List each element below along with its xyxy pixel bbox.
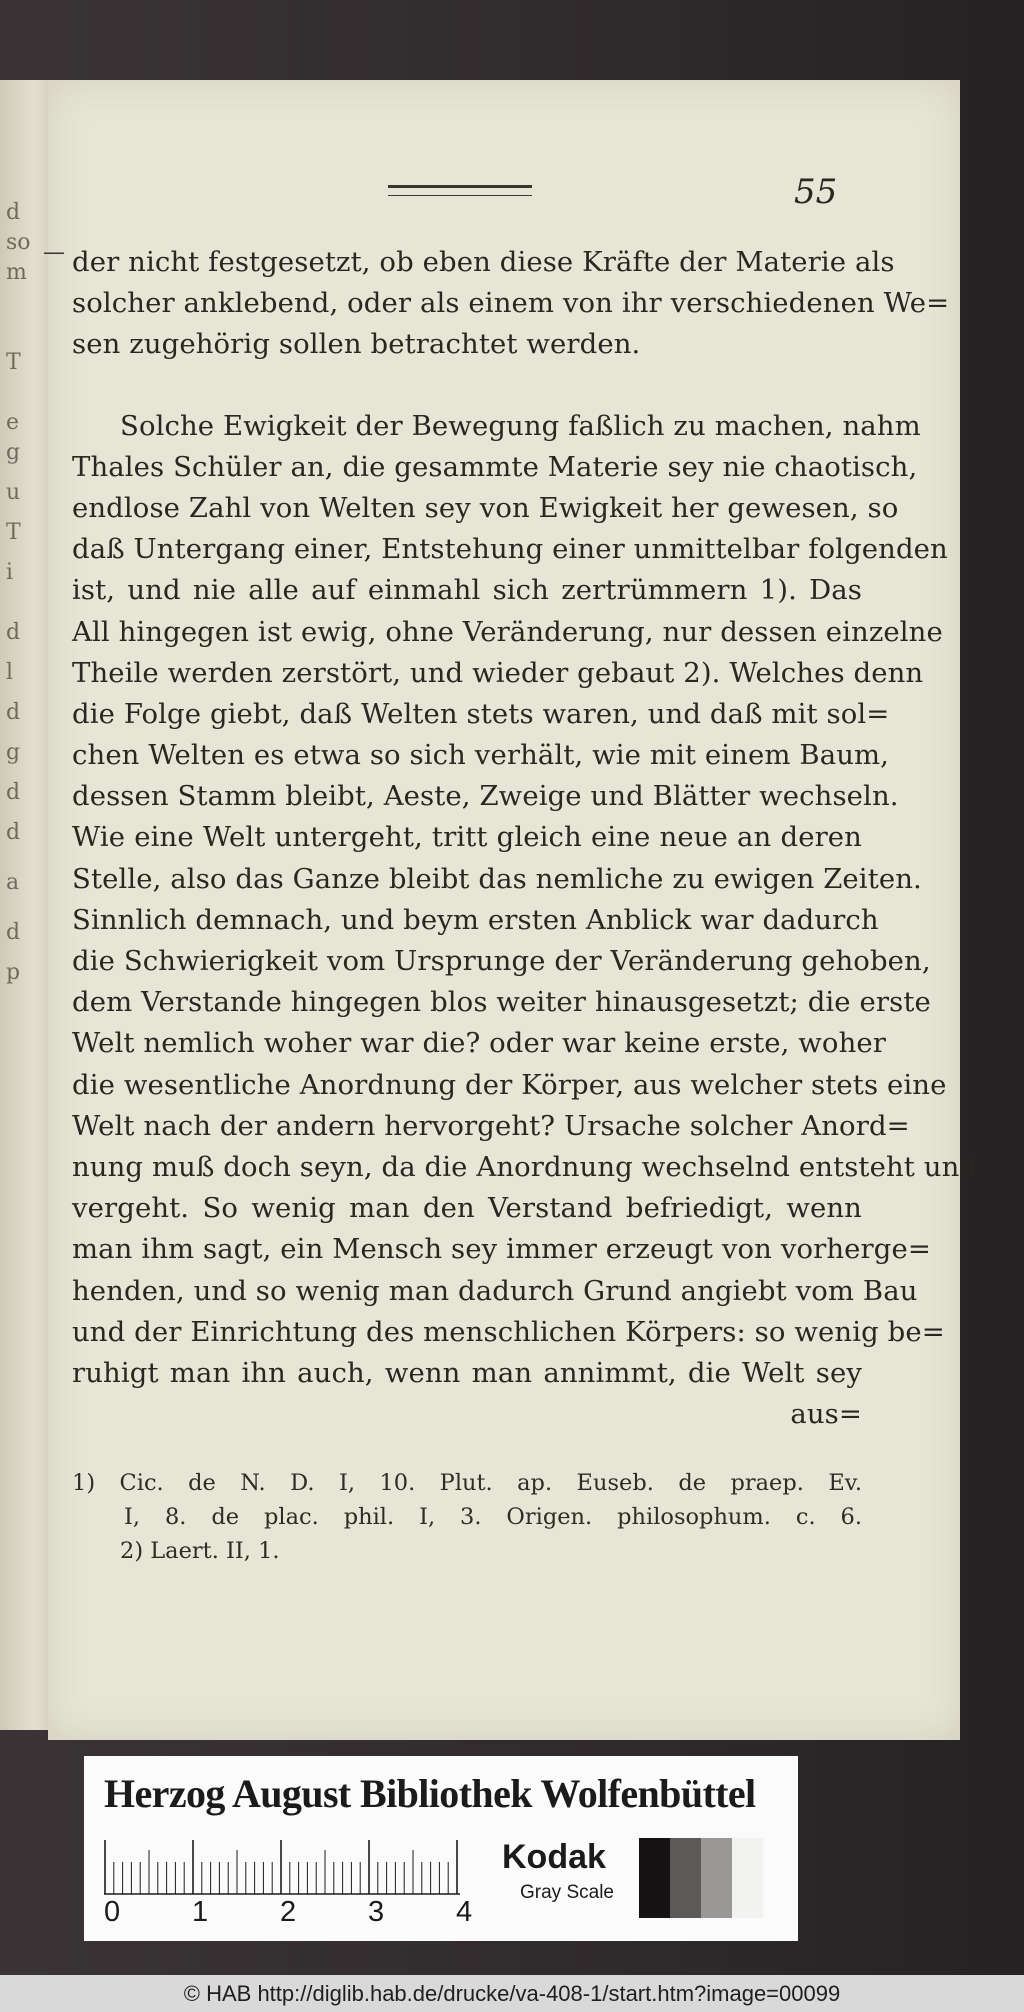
facing-page-edge [0,80,48,1730]
facing-page-fragment: d [6,700,21,725]
gray-patch [670,1838,701,1918]
facing-page-fragment: T [6,350,21,375]
facing-page-fragment: i [6,560,14,585]
facing-page-fragment: l [6,660,14,685]
text-line: dessen Stamm bleibt, Aeste, Zweige und Blätter wechseln. [72,780,899,813]
text-line: All hingegen ist ewig, ohne Veränderung, nur dessen einzelne [72,615,943,648]
text-line: ruhigt man ihn auch, wenn man annimmt, die Welt sey [72,1356,862,1389]
page-number: 55 [794,172,838,212]
facing-page-fragment: m [6,260,27,285]
text-line: die wesentliche Anordnung der Körper, aus welcher stets eine [72,1068,947,1101]
text-line: ist, und nie alle auf einmahl sich zertrümmern 1). Das [72,574,862,607]
gray-patch [732,1838,763,1918]
text-line: der nicht festgesetzt, ob eben diese Kräfte der Materie als [72,246,895,278]
facing-page-fragment: d [6,920,21,945]
facing-page-fragment: p [6,960,21,985]
text-line: die Folge giebt, daß Welten stets waren, und daß mit sol= [72,697,890,730]
text-line: und der Einrichtung des menschlichen Körpers: so wenig be= [72,1315,945,1348]
gray-patch [639,1838,670,1918]
header-ornament-rule [388,185,532,196]
facing-page-fragment: d [6,780,21,805]
facing-page-fragment: d [6,820,21,845]
facing-page-fragment: g [6,740,21,765]
copyright-link[interactable]: © HAB http://diglib.hab.de/drucke/va-408-1/start.htm?image=00099 [183,1981,841,2006]
text-line: chen Welten es etwa so sich verhält, wie mit einem Baum, [72,739,890,772]
library-name: Herzog August Bibliothek Wolfenbüttel [104,1771,756,1816]
facing-page-fragment: d [6,620,21,645]
ruler-number: 4 [456,1896,473,1928]
ruler-number: 1 [192,1896,209,1928]
footer-bar [0,1975,1024,2012]
color-reference-card [84,1756,798,1941]
gray-patch [701,1838,732,1918]
facing-page-fragment: d [6,200,21,225]
text-line: man ihm sagt, ein Mensch sey immer erzeugt von vorherge= [72,1233,932,1266]
facing-page-fragment: e [6,410,20,435]
kodak-logo: Kodak [502,1838,606,1876]
text-line: nung muß doch seyn, da die Anordnung wechselnd entsteht und [72,1150,978,1183]
facing-page-fragment: g [6,440,21,465]
ruler-number: 2 [280,1896,297,1928]
book-page [43,80,978,1740]
text-line: daß Untergang einer, Entstehung einer unmittelbar folgenden [72,533,948,566]
text-line: Welt nemlich woher war die? oder war keine erste, woher [72,1027,887,1060]
body-text [72,242,978,1435]
text-line: henden, und so wenig man dadurch Grund angiebt vom Bau [72,1274,918,1307]
catchword: aus= [790,1398,862,1431]
continuation-mark: — [43,240,65,265]
gray-scale-label: Gray Scale [520,1882,614,1903]
facing-page-fragment: T [6,520,21,545]
text-line: dem Verstande hingegen blos weiter hinausgesetzt; die erste [72,986,931,1019]
facing-page-fragment: a [6,870,20,895]
facing-page-fragment: u [6,480,21,505]
text-line: sen zugehörig sollen betrachtet werden. [72,328,641,361]
footnote-line: 1) Cic. de N. D. I, 10. Plut. ap. Euseb. de praep. Ev. [72,1470,862,1496]
text-line: die Schwierigkeit vom Ursprunge der Veränderung gehoben, [72,945,931,977]
text-line: Sinnlich demnach, und beym ersten Anblick war dadurch [72,903,879,936]
text-line: Stelle, also das Ganze bleibt das nemliche zu ewigen Zeiten. [72,862,922,895]
text-line: endlose Zahl von Welten sey von Ewigkeit her gewesen, so [72,491,899,524]
text-line: vergeht. So wenig man den Verstand befriedigt, wenn [72,1192,862,1225]
gray-patches [639,1838,763,1918]
ruler-number: 3 [368,1896,385,1928]
text-line: Wie eine Welt untergeht, tritt gleich eine neue an deren [72,821,862,854]
ruler-number: 0 [104,1896,121,1928]
text-line: Theile werden zerstört, und wieder gebaut 2). Welches denn [72,656,924,689]
ruler-numbers [104,1896,484,1930]
text-line: Welt nach der andern hervorgeht? Ursache solcher Anord= [72,1109,910,1142]
footnotes [72,1466,862,1568]
footnote-line: I, 8. de plac. phil. I, 3. Origen. philosophum. c. 6. [124,1504,862,1530]
facing-page-fragment: so [6,230,31,255]
text-line: solcher anklebend, oder als einem von ihr verschiedenen We= [72,287,950,320]
footnote-line: 2) Laert. II, 1. [120,1538,280,1564]
text-line: Solche Ewigkeit der Bewegung faßlich zu machen, nahm [120,409,921,442]
text-line: Thales Schüler an, die gesammte Materie sey nie chaotisch, [72,450,918,483]
ruler-scale [104,1836,464,1896]
